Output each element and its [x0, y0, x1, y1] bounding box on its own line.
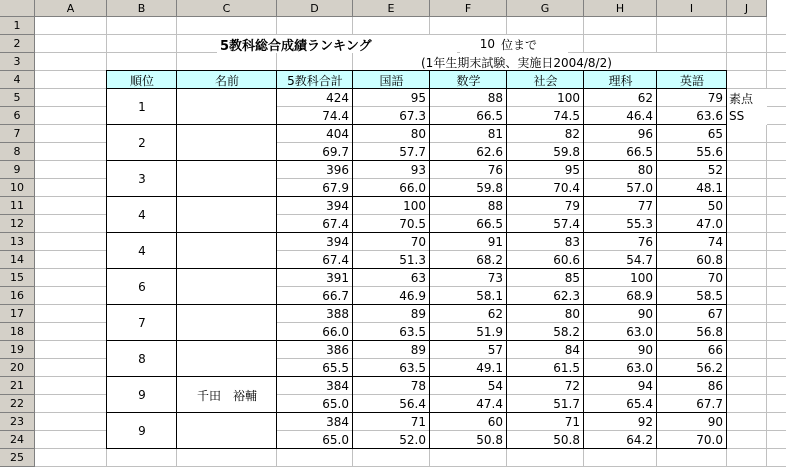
raw-score-cell[interactable]: 84 [507, 341, 583, 358]
ss-score-cell[interactable]: 46.9 [353, 287, 429, 304]
row-header-8[interactable]: 8 [0, 143, 35, 161]
raw-score-cell[interactable]: 94 [584, 377, 656, 394]
column-header-h[interactable]: H [584, 0, 657, 17]
raw-score-cell[interactable]: 90 [584, 305, 656, 322]
ss-score-cell[interactable]: 65.0 [277, 395, 352, 412]
student-name-cell[interactable] [177, 161, 277, 197]
raw-score-cell[interactable]: 394 [277, 197, 352, 214]
rank-cell[interactable]: 8 [107, 341, 177, 377]
table-border-horizontal [106, 70, 727, 71]
top-count-cell[interactable]: 10 [460, 35, 498, 53]
table-header-6[interactable]: 理科 [584, 71, 657, 89]
row-header-18[interactable]: 18 [0, 323, 35, 341]
rank-cell[interactable]: 6 [107, 269, 177, 305]
ss-score-cell[interactable]: 66.5 [584, 143, 656, 160]
column-header-d[interactable]: D [277, 0, 353, 17]
row-header-19[interactable]: 19 [0, 341, 35, 359]
column-header-i[interactable]: I [657, 0, 727, 17]
table-border-horizontal [106, 232, 727, 233]
ss-score-cell[interactable]: 63.5 [353, 359, 429, 376]
table-border-horizontal [106, 160, 727, 161]
table-header-5[interactable]: 社会 [507, 71, 584, 89]
raw-score-cell[interactable]: 70 [657, 269, 726, 286]
raw-score-cell[interactable]: 394 [277, 233, 352, 250]
ss-score-cell[interactable]: 58.5 [657, 287, 726, 304]
ss-score-cell[interactable]: 63.6 [657, 107, 726, 124]
raw-score-cell[interactable]: 62 [430, 305, 506, 322]
row-header-17[interactable]: 17 [0, 305, 35, 323]
row-header-7[interactable]: 7 [0, 125, 35, 143]
rank-cell[interactable]: 9 [107, 377, 177, 413]
ss-score-cell[interactable]: 56.8 [657, 323, 726, 340]
raw-score-cell[interactable]: 74 [657, 233, 726, 250]
ss-score-cell[interactable]: 46.4 [584, 107, 656, 124]
row-header-23[interactable]: 23 [0, 413, 35, 431]
ss-score-cell[interactable]: 63.0 [584, 359, 656, 376]
raw-score-cell[interactable]: 82 [507, 125, 583, 142]
raw-score-cell[interactable]: 93 [353, 161, 429, 178]
ss-score-cell[interactable]: 61.5 [507, 359, 583, 376]
ss-score-cell[interactable]: 68.2 [430, 251, 506, 268]
raw-score-cell[interactable]: 91 [430, 233, 506, 250]
raw-score-cell[interactable]: 89 [353, 341, 429, 358]
table-border-horizontal [106, 88, 727, 89]
ss-score-cell[interactable]: 62.3 [507, 287, 583, 304]
student-name-cell[interactable] [177, 89, 277, 125]
table-border-horizontal [106, 268, 727, 269]
raw-score-cell[interactable]: 404 [277, 125, 352, 142]
ss-score-cell[interactable]: 66.5 [430, 107, 506, 124]
row-header-11[interactable]: 11 [0, 197, 35, 215]
student-name-cell[interactable] [177, 125, 277, 161]
ss-score-cell[interactable]: 58.1 [430, 287, 506, 304]
ss-score-cell[interactable]: 63.0 [584, 323, 656, 340]
row-header-22[interactable]: 22 [0, 395, 35, 413]
select-all-corner[interactable] [0, 0, 35, 17]
table-border-vertical [276, 70, 277, 449]
ss-score-cell[interactable]: 70.0 [657, 431, 726, 448]
ss-score-cell[interactable]: 66.7 [277, 287, 352, 304]
raw-score-cell[interactable]: 65 [657, 125, 726, 142]
rank-cell[interactable]: 1 [107, 89, 177, 125]
table-border-horizontal [106, 340, 727, 341]
ss-score-cell[interactable]: 69.7 [277, 143, 352, 160]
ss-score-cell[interactable]: 50.8 [507, 431, 583, 448]
raw-score-cell[interactable]: 90 [584, 341, 656, 358]
raw-score-cell[interactable]: 66 [657, 341, 726, 358]
table-border-vertical [726, 70, 727, 449]
report-title[interactable]: 5教科総合成績ランキング [217, 35, 457, 53]
row-header-20[interactable]: 20 [0, 359, 35, 377]
raw-score-cell[interactable]: 77 [584, 197, 656, 214]
ss-score-cell[interactable]: 59.8 [507, 143, 583, 160]
table-header-2[interactable]: 5教科合計 [277, 71, 353, 89]
raw-score-cell[interactable]: 60 [430, 413, 506, 430]
ss-score-cell[interactable]: 58.2 [507, 323, 583, 340]
ss-score-cell[interactable]: 51.3 [353, 251, 429, 268]
table-header-0[interactable]: 順位 [107, 71, 177, 89]
ss-score-cell[interactable]: 57.7 [353, 143, 429, 160]
ss-score-cell[interactable]: 56.4 [353, 395, 429, 412]
rank-cell[interactable]: 4 [107, 197, 177, 233]
ss-score-cell[interactable]: 54.7 [584, 251, 656, 268]
ss-score-cell[interactable]: 67.3 [353, 107, 429, 124]
ss-score-cell[interactable]: 67.9 [277, 179, 352, 196]
ss-score-cell[interactable]: 52.0 [353, 431, 429, 448]
ss-score-cell[interactable]: 47.0 [657, 215, 726, 232]
raw-score-cell[interactable]: 54 [430, 377, 506, 394]
ss-score-cell[interactable]: 48.1 [657, 179, 726, 196]
column-header-b[interactable]: B [107, 0, 177, 17]
ss-score-cell[interactable]: 74.5 [507, 107, 583, 124]
ss-label[interactable]: SS [727, 107, 767, 125]
rank-cell[interactable]: 3 [107, 161, 177, 197]
raw-score-cell[interactable]: 78 [353, 377, 429, 394]
raw-score-cell[interactable]: 90 [657, 413, 726, 430]
ss-score-cell[interactable]: 66.0 [277, 323, 352, 340]
ss-score-cell[interactable]: 62.6 [430, 143, 506, 160]
raw-score-cell[interactable]: 88 [430, 197, 506, 214]
table-border-horizontal [106, 304, 727, 305]
raw-score-cell[interactable]: 79 [507, 197, 583, 214]
ss-score-cell[interactable]: 70.5 [353, 215, 429, 232]
raw-score-cell[interactable]: 63 [353, 269, 429, 286]
raw-score-cell[interactable]: 73 [430, 269, 506, 286]
column-header-j[interactable]: J [727, 0, 767, 17]
table-border-horizontal [106, 196, 727, 197]
raw-score-cell[interactable]: 100 [507, 89, 583, 106]
column-header-e[interactable]: E [353, 0, 430, 17]
rank-cell[interactable]: 7 [107, 305, 177, 341]
ss-score-cell[interactable]: 70.4 [507, 179, 583, 196]
ss-score-cell[interactable]: 47.4 [430, 395, 506, 412]
ss-score-cell[interactable]: 65.5 [277, 359, 352, 376]
table-border-vertical [176, 70, 177, 449]
row-header-16[interactable]: 16 [0, 287, 35, 305]
table-border-horizontal [106, 124, 727, 125]
row-header-6[interactable]: 6 [0, 107, 35, 125]
table-border-horizontal [106, 376, 727, 377]
ss-score-cell[interactable]: 66.5 [430, 215, 506, 232]
raw-score-cell[interactable]: 95 [507, 161, 583, 178]
raw-score-cell[interactable]: 76 [430, 161, 506, 178]
ss-score-cell[interactable]: 65.0 [277, 431, 352, 448]
ss-score-cell[interactable]: 51.7 [507, 395, 583, 412]
raw-score-cell[interactable]: 96 [584, 125, 656, 142]
student-name-cell[interactable] [177, 269, 277, 305]
raw-score-cell[interactable]: 71 [507, 413, 583, 430]
ss-score-cell[interactable]: 65.4 [584, 395, 656, 412]
ss-score-cell[interactable]: 57.0 [584, 179, 656, 196]
table-header-3[interactable]: 国語 [353, 71, 430, 89]
rank-cell[interactable]: 4 [107, 233, 177, 269]
table-header-7[interactable]: 英語 [657, 71, 727, 89]
raw-score-cell[interactable]: 424 [277, 89, 352, 106]
table-border-horizontal [106, 448, 727, 449]
ss-score-cell[interactable]: 67.4 [277, 251, 352, 268]
raw-score-cell[interactable]: 88 [430, 89, 506, 106]
table-border-vertical [583, 70, 584, 449]
student-name-cell[interactable]: 千田 裕輔 [177, 377, 277, 413]
raw-score-cell[interactable]: 50 [657, 197, 726, 214]
student-name-cell[interactable] [177, 413, 277, 449]
column-header-c[interactable]: C [177, 0, 277, 17]
table-header-4[interactable]: 数学 [430, 71, 507, 89]
raw-score-cell[interactable]: 62 [584, 89, 656, 106]
raw-score-cell[interactable]: 76 [584, 233, 656, 250]
raw-score-cell[interactable]: 391 [277, 269, 352, 286]
student-name-cell[interactable] [177, 197, 277, 233]
column-header-f[interactable]: F [430, 0, 507, 17]
ss-score-cell[interactable]: 51.9 [430, 323, 506, 340]
student-name-cell[interactable] [177, 305, 277, 341]
raw-score-cell[interactable]: 72 [507, 377, 583, 394]
raw-score-cell[interactable]: 386 [277, 341, 352, 358]
raw-score-cell[interactable]: 100 [584, 269, 656, 286]
ss-score-cell[interactable]: 55.3 [584, 215, 656, 232]
row-header-25[interactable]: 25 [0, 449, 35, 467]
row-header-24[interactable]: 24 [0, 431, 35, 449]
raw-score-cell[interactable]: 80 [353, 125, 429, 142]
raw-score-cell[interactable]: 100 [353, 197, 429, 214]
table-border-vertical [352, 70, 353, 449]
raw-score-cell[interactable]: 67 [657, 305, 726, 322]
row-header-1[interactable]: 1 [0, 17, 35, 35]
ss-score-cell[interactable]: 67.4 [277, 215, 352, 232]
raw-score-cell[interactable]: 86 [657, 377, 726, 394]
exam-subtitle[interactable]: (1年生期末試験、実施日2004/8/2) [418, 53, 668, 71]
raw-score-cell[interactable]: 80 [507, 305, 583, 322]
ss-score-cell[interactable]: 63.5 [353, 323, 429, 340]
raw-score-cell[interactable]: 83 [507, 233, 583, 250]
ss-score-cell[interactable]: 68.9 [584, 287, 656, 304]
ss-score-cell[interactable]: 60.6 [507, 251, 583, 268]
ss-score-cell[interactable]: 67.7 [657, 395, 726, 412]
rank-cell[interactable]: 9 [107, 413, 177, 449]
raw-score-cell[interactable]: 85 [507, 269, 583, 286]
raw-score-cell[interactable]: 396 [277, 161, 352, 178]
table-border-vertical [106, 70, 107, 449]
row-header-12[interactable]: 12 [0, 215, 35, 233]
raw-score-cell[interactable]: 92 [584, 413, 656, 430]
student-name-cell[interactable] [177, 233, 277, 269]
ss-score-cell[interactable]: 59.8 [430, 179, 506, 196]
row-header-21[interactable]: 21 [0, 377, 35, 395]
raw-score-cell[interactable]: 384 [277, 413, 352, 430]
ss-score-cell[interactable]: 57.4 [507, 215, 583, 232]
row-header-15[interactable]: 15 [0, 269, 35, 287]
gridline-vertical [766, 17, 767, 467]
ss-score-cell[interactable]: 60.8 [657, 251, 726, 268]
row-header-9[interactable]: 9 [0, 161, 35, 179]
row-header-13[interactable]: 13 [0, 233, 35, 251]
table-header-1[interactable]: 名前 [177, 71, 277, 89]
row-header-10[interactable]: 10 [0, 179, 35, 197]
raw-score-cell[interactable]: 52 [657, 161, 726, 178]
column-header-g[interactable]: G [507, 0, 584, 17]
ss-score-cell[interactable]: 55.6 [657, 143, 726, 160]
raw-score-cell[interactable]: 71 [353, 413, 429, 430]
row-header-14[interactable]: 14 [0, 251, 35, 269]
ss-score-cell[interactable]: 50.8 [430, 431, 506, 448]
table-border-vertical [656, 70, 657, 449]
row-header-3[interactable]: 3 [0, 53, 35, 71]
row-header-2[interactable]: 2 [0, 35, 35, 53]
table-border-horizontal [106, 412, 727, 413]
student-name-cell[interactable] [177, 341, 277, 377]
raw-score-cell[interactable]: 70 [353, 233, 429, 250]
raw-score-cell[interactable]: 388 [277, 305, 352, 322]
ss-score-cell[interactable]: 64.2 [584, 431, 656, 448]
table-border-vertical [429, 70, 430, 449]
raw-score-cell[interactable]: 81 [430, 125, 506, 142]
raw-score-cell[interactable]: 79 [657, 89, 726, 106]
table-border-vertical [506, 70, 507, 449]
ss-score-cell[interactable]: 56.2 [657, 359, 726, 376]
column-header-a[interactable]: A [35, 0, 107, 17]
raw-score-cell[interactable]: 95 [353, 89, 429, 106]
row-header-5[interactable]: 5 [0, 89, 35, 107]
raw-score-label[interactable]: 素点 [727, 89, 767, 107]
top-label-cell[interactable]: 位まで [498, 35, 568, 53]
rank-cell[interactable]: 2 [107, 125, 177, 161]
ss-score-cell[interactable]: 49.1 [430, 359, 506, 376]
raw-score-cell[interactable]: 57 [430, 341, 506, 358]
raw-score-cell[interactable]: 89 [353, 305, 429, 322]
raw-score-cell[interactable]: 384 [277, 377, 352, 394]
ss-score-cell[interactable]: 74.4 [277, 107, 352, 124]
ss-score-cell[interactable]: 66.0 [353, 179, 429, 196]
raw-score-cell[interactable]: 80 [584, 161, 656, 178]
row-header-4[interactable]: 4 [0, 71, 35, 89]
